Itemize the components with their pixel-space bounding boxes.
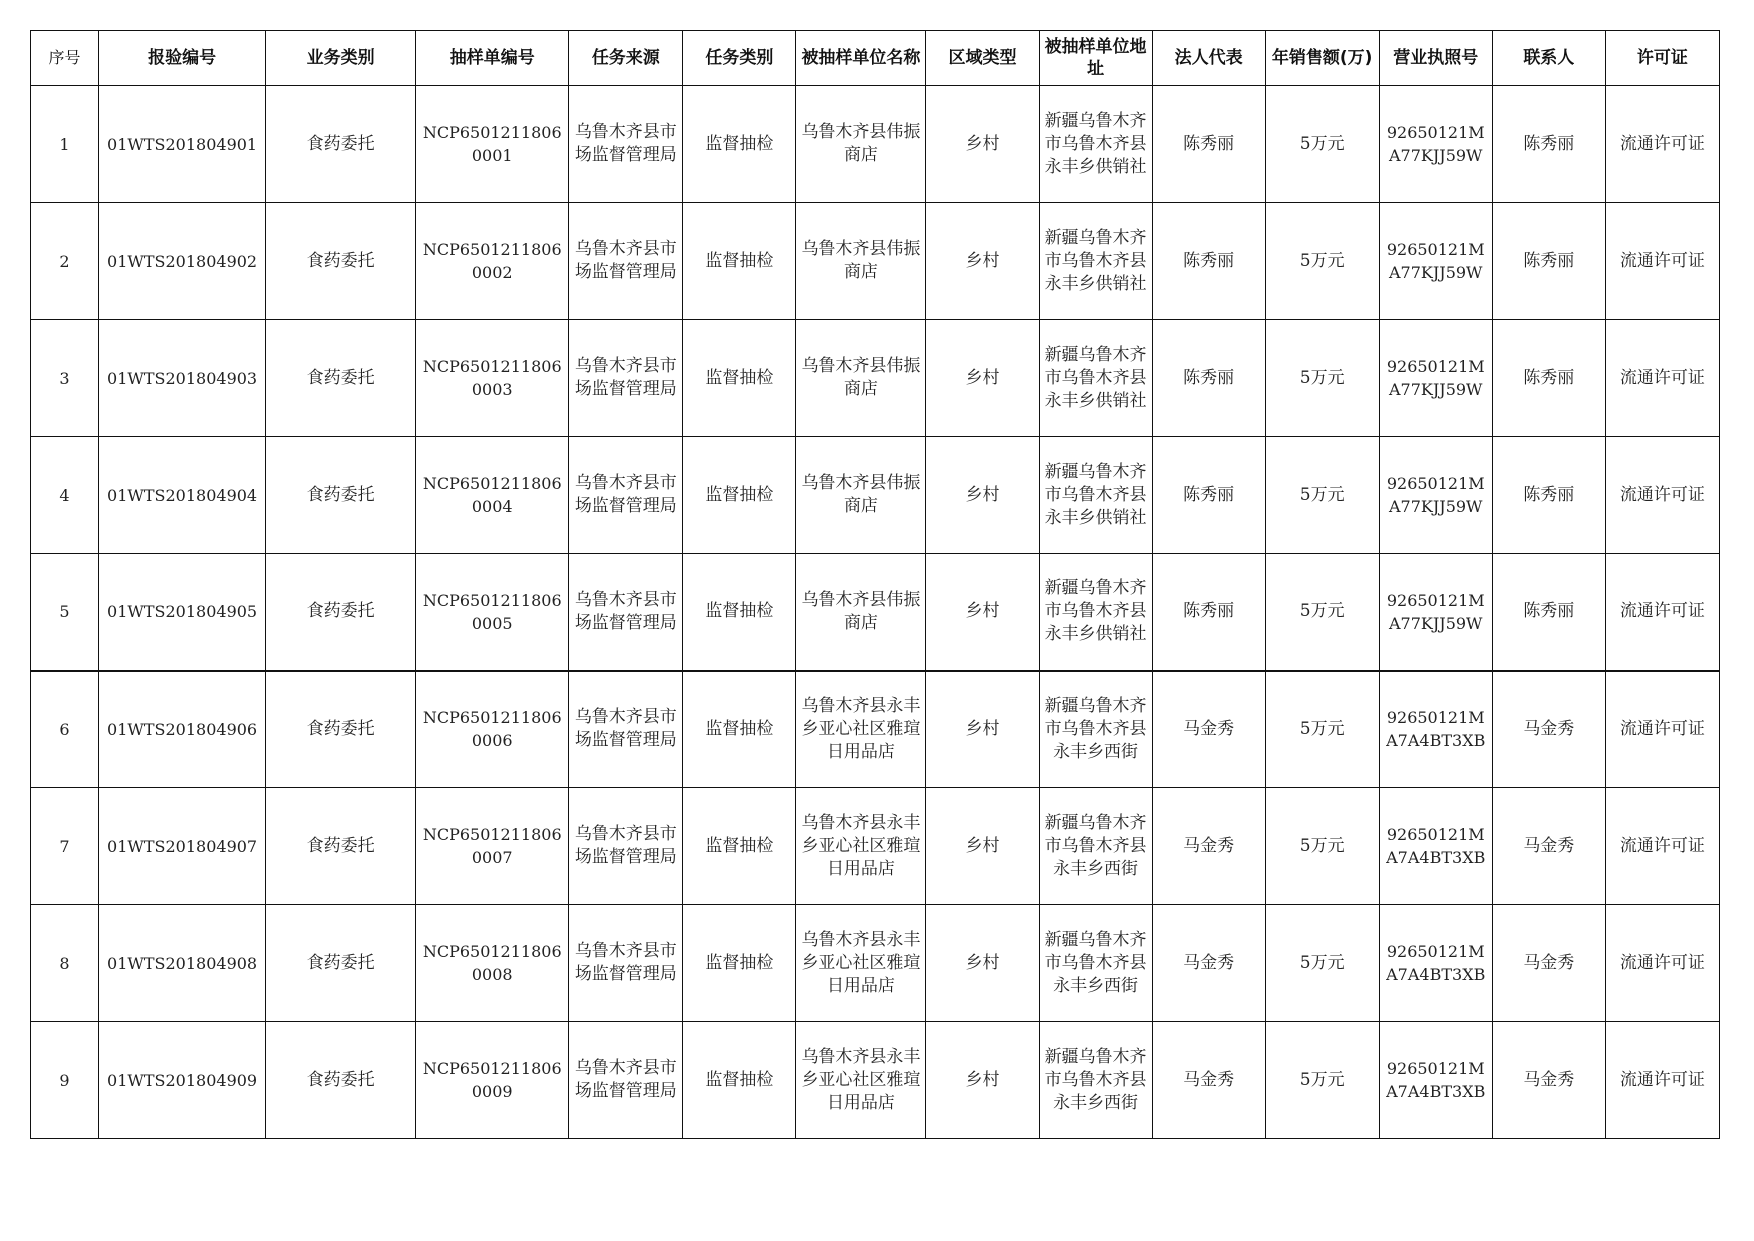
cell-license: 流通许可证 bbox=[1605, 905, 1719, 1022]
header-inspection-no: 报验编号 bbox=[99, 31, 266, 86]
cell-task-type: 监督抽检 bbox=[683, 1022, 796, 1139]
cell-business-type: 食药委托 bbox=[266, 86, 416, 203]
cell-annual-sales: 5万元 bbox=[1265, 86, 1379, 203]
cell-sampled-unit-name: 乌鲁木齐县永丰乡亚心社区雅瑄日用品店 bbox=[796, 788, 926, 905]
cell-task-source: 乌鲁木齐县市场监督管理局 bbox=[569, 1022, 683, 1139]
cell-inspection-no: 01WTS201804903 bbox=[99, 320, 266, 437]
cell-business-type: 食药委托 bbox=[266, 788, 416, 905]
cell-legal-representative: 马金秀 bbox=[1152, 1022, 1265, 1139]
cell-annual-sales: 5万元 bbox=[1265, 554, 1379, 671]
cell-seq: 6 bbox=[31, 671, 99, 788]
cell-area-type: 乡村 bbox=[926, 86, 1039, 203]
table-header-row bbox=[31, 31, 1720, 86]
cell-area-type: 乡村 bbox=[926, 788, 1039, 905]
cell-task-type: 监督抽检 bbox=[683, 671, 796, 788]
table-row bbox=[31, 671, 1720, 788]
header-business-type: 业务类别 bbox=[266, 31, 416, 86]
header-task-source: 任务来源 bbox=[569, 31, 683, 86]
cell-contact-person: 马金秀 bbox=[1492, 788, 1605, 905]
cell-area-type: 乡村 bbox=[926, 671, 1039, 788]
cell-business-type: 食药委托 bbox=[266, 905, 416, 1022]
cell-seq: 7 bbox=[31, 788, 99, 905]
cell-contact-person: 陈秀丽 bbox=[1492, 320, 1605, 437]
table-row bbox=[31, 203, 1720, 320]
cell-business-license-no: 92650121MA7A4BT3XB bbox=[1379, 905, 1492, 1022]
cell-legal-representative: 马金秀 bbox=[1152, 788, 1265, 905]
table-row bbox=[31, 86, 1720, 203]
table-row bbox=[31, 1022, 1720, 1139]
cell-sampled-unit-address: 新疆乌鲁木齐市乌鲁木齐县永丰乡供销社 bbox=[1039, 554, 1152, 671]
cell-task-type: 监督抽检 bbox=[683, 320, 796, 437]
cell-legal-representative: 陈秀丽 bbox=[1152, 554, 1265, 671]
cell-business-type: 食药委托 bbox=[266, 671, 416, 788]
cell-legal-representative: 陈秀丽 bbox=[1152, 86, 1265, 203]
header-task-type: 任务类别 bbox=[683, 31, 796, 86]
cell-sampled-unit-address: 新疆乌鲁木齐市乌鲁木齐县永丰乡西街 bbox=[1039, 1022, 1152, 1139]
header-seq: 序号 bbox=[31, 31, 99, 86]
cell-annual-sales: 5万元 bbox=[1265, 320, 1379, 437]
cell-task-type: 监督抽检 bbox=[683, 437, 796, 554]
header-sampling-form-no: 抽样单编号 bbox=[416, 31, 569, 86]
cell-business-license-no: 92650121MA77KJJ59W bbox=[1379, 437, 1492, 554]
cell-task-type: 监督抽检 bbox=[683, 203, 796, 320]
cell-annual-sales: 5万元 bbox=[1265, 905, 1379, 1022]
table-body bbox=[31, 86, 1720, 1139]
cell-business-license-no: 92650121MA77KJJ59W bbox=[1379, 554, 1492, 671]
cell-sampling-form-no: NCP65012118060006 bbox=[416, 671, 569, 788]
cell-inspection-no: 01WTS201804904 bbox=[99, 437, 266, 554]
cell-sampled-unit-address: 新疆乌鲁木齐市乌鲁木齐县永丰乡供销社 bbox=[1039, 320, 1152, 437]
cell-sampled-unit-address: 新疆乌鲁木齐市乌鲁木齐县永丰乡西街 bbox=[1039, 905, 1152, 1022]
cell-seq: 2 bbox=[31, 203, 99, 320]
cell-task-source: 乌鲁木齐县市场监督管理局 bbox=[569, 554, 683, 671]
cell-inspection-no: 01WTS201804909 bbox=[99, 1022, 266, 1139]
table-row bbox=[31, 788, 1720, 905]
cell-contact-person: 陈秀丽 bbox=[1492, 437, 1605, 554]
cell-area-type: 乡村 bbox=[926, 554, 1039, 671]
cell-contact-person: 陈秀丽 bbox=[1492, 554, 1605, 671]
sampling-record-table bbox=[30, 30, 1720, 1139]
cell-contact-person: 马金秀 bbox=[1492, 671, 1605, 788]
cell-annual-sales: 5万元 bbox=[1265, 437, 1379, 554]
cell-seq: 9 bbox=[31, 1022, 99, 1139]
cell-sampled-unit-address: 新疆乌鲁木齐市乌鲁木齐县永丰乡西街 bbox=[1039, 671, 1152, 788]
cell-seq: 8 bbox=[31, 905, 99, 1022]
cell-license: 流通许可证 bbox=[1605, 671, 1719, 788]
cell-license: 流通许可证 bbox=[1605, 203, 1719, 320]
cell-sampling-form-no: NCP65012118060009 bbox=[416, 1022, 569, 1139]
cell-inspection-no: 01WTS201804907 bbox=[99, 788, 266, 905]
cell-sampled-unit-address: 新疆乌鲁木齐市乌鲁木齐县永丰乡供销社 bbox=[1039, 86, 1152, 203]
cell-area-type: 乡村 bbox=[926, 320, 1039, 437]
cell-inspection-no: 01WTS201804908 bbox=[99, 905, 266, 1022]
cell-license: 流通许可证 bbox=[1605, 788, 1719, 905]
cell-business-license-no: 92650121MA7A4BT3XB bbox=[1379, 1022, 1492, 1139]
cell-sampling-form-no: NCP65012118060007 bbox=[416, 788, 569, 905]
cell-sampling-form-no: NCP65012118060005 bbox=[416, 554, 569, 671]
cell-license: 流通许可证 bbox=[1605, 1022, 1719, 1139]
cell-inspection-no: 01WTS201804902 bbox=[99, 203, 266, 320]
header-business-license-no: 营业执照号 bbox=[1379, 31, 1492, 86]
cell-seq: 1 bbox=[31, 86, 99, 203]
table-row bbox=[31, 320, 1720, 437]
cell-task-source: 乌鲁木齐县市场监督管理局 bbox=[569, 86, 683, 203]
cell-legal-representative: 马金秀 bbox=[1152, 671, 1265, 788]
cell-task-source: 乌鲁木齐县市场监督管理局 bbox=[569, 437, 683, 554]
cell-license: 流通许可证 bbox=[1605, 554, 1719, 671]
cell-sampled-unit-name: 乌鲁木齐县永丰乡亚心社区雅瑄日用品店 bbox=[796, 905, 926, 1022]
cell-license: 流通许可证 bbox=[1605, 86, 1719, 203]
cell-business-license-no: 92650121MA77KJJ59W bbox=[1379, 86, 1492, 203]
cell-sampling-form-no: NCP65012118060008 bbox=[416, 905, 569, 1022]
cell-task-type: 监督抽检 bbox=[683, 788, 796, 905]
cell-business-type: 食药委托 bbox=[266, 1022, 416, 1139]
cell-annual-sales: 5万元 bbox=[1265, 671, 1379, 788]
cell-sampled-unit-address: 新疆乌鲁木齐市乌鲁木齐县永丰乡西街 bbox=[1039, 788, 1152, 905]
cell-sampled-unit-name: 乌鲁木齐县伟振商店 bbox=[796, 320, 926, 437]
cell-business-license-no: 92650121MA77KJJ59W bbox=[1379, 203, 1492, 320]
cell-contact-person: 陈秀丽 bbox=[1492, 203, 1605, 320]
cell-area-type: 乡村 bbox=[926, 905, 1039, 1022]
cell-business-license-no: 92650121MA7A4BT3XB bbox=[1379, 788, 1492, 905]
cell-contact-person: 马金秀 bbox=[1492, 905, 1605, 1022]
cell-license: 流通许可证 bbox=[1605, 437, 1719, 554]
cell-business-type: 食药委托 bbox=[266, 554, 416, 671]
sampling-record-sheet bbox=[30, 30, 1720, 1139]
cell-business-license-no: 92650121MA7A4BT3XB bbox=[1379, 671, 1492, 788]
cell-business-type: 食药委托 bbox=[266, 320, 416, 437]
cell-sampling-form-no: NCP65012118060004 bbox=[416, 437, 569, 554]
cell-legal-representative: 马金秀 bbox=[1152, 905, 1265, 1022]
table-row bbox=[31, 437, 1720, 554]
cell-area-type: 乡村 bbox=[926, 203, 1039, 320]
header-annual-sales: 年销售额(万) bbox=[1265, 31, 1379, 86]
cell-task-source: 乌鲁木齐县市场监督管理局 bbox=[569, 905, 683, 1022]
table-row bbox=[31, 554, 1720, 671]
table-row bbox=[31, 905, 1720, 1022]
cell-sampled-unit-name: 乌鲁木齐县伟振商店 bbox=[796, 437, 926, 554]
cell-legal-representative: 陈秀丽 bbox=[1152, 437, 1265, 554]
cell-sampling-form-no: NCP65012118060002 bbox=[416, 203, 569, 320]
cell-annual-sales: 5万元 bbox=[1265, 1022, 1379, 1139]
cell-business-type: 食药委托 bbox=[266, 437, 416, 554]
cell-annual-sales: 5万元 bbox=[1265, 203, 1379, 320]
cell-sampled-unit-name: 乌鲁木齐县伟振商店 bbox=[796, 554, 926, 671]
cell-area-type: 乡村 bbox=[926, 437, 1039, 554]
cell-task-source: 乌鲁木齐县市场监督管理局 bbox=[569, 203, 683, 320]
header-area-type: 区域类型 bbox=[926, 31, 1039, 86]
cell-seq: 4 bbox=[31, 437, 99, 554]
cell-contact-person: 马金秀 bbox=[1492, 1022, 1605, 1139]
cell-legal-representative: 陈秀丽 bbox=[1152, 203, 1265, 320]
cell-sampling-form-no: NCP65012118060001 bbox=[416, 86, 569, 203]
cell-task-type: 监督抽检 bbox=[683, 554, 796, 671]
cell-sampled-unit-name: 乌鲁木齐县永丰乡亚心社区雅瑄日用品店 bbox=[796, 1022, 926, 1139]
cell-task-type: 监督抽检 bbox=[683, 86, 796, 203]
cell-annual-sales: 5万元 bbox=[1265, 788, 1379, 905]
cell-legal-representative: 陈秀丽 bbox=[1152, 320, 1265, 437]
cell-sampled-unit-address: 新疆乌鲁木齐市乌鲁木齐县永丰乡供销社 bbox=[1039, 203, 1152, 320]
header-license: 许可证 bbox=[1605, 31, 1719, 86]
cell-seq: 5 bbox=[31, 554, 99, 671]
header-sampled-unit-name: 被抽样单位名称 bbox=[796, 31, 926, 86]
cell-sampled-unit-address: 新疆乌鲁木齐市乌鲁木齐县永丰乡供销社 bbox=[1039, 437, 1152, 554]
cell-sampled-unit-name: 乌鲁木齐县伟振商店 bbox=[796, 203, 926, 320]
cell-license: 流通许可证 bbox=[1605, 320, 1719, 437]
cell-task-type: 监督抽检 bbox=[683, 905, 796, 1022]
cell-contact-person: 陈秀丽 bbox=[1492, 86, 1605, 203]
header-sampled-unit-address: 被抽样单位地址 bbox=[1039, 31, 1152, 86]
cell-business-type: 食药委托 bbox=[266, 203, 416, 320]
cell-task-source: 乌鲁木齐县市场监督管理局 bbox=[569, 320, 683, 437]
cell-inspection-no: 01WTS201804901 bbox=[99, 86, 266, 203]
cell-business-license-no: 92650121MA77KJJ59W bbox=[1379, 320, 1492, 437]
cell-seq: 3 bbox=[31, 320, 99, 437]
cell-sampled-unit-name: 乌鲁木齐县伟振商店 bbox=[796, 86, 926, 203]
header-legal-representative: 法人代表 bbox=[1152, 31, 1265, 86]
cell-area-type: 乡村 bbox=[926, 1022, 1039, 1139]
cell-inspection-no: 01WTS201804905 bbox=[99, 554, 266, 671]
cell-sampling-form-no: NCP65012118060003 bbox=[416, 320, 569, 437]
header-contact-person: 联系人 bbox=[1492, 31, 1605, 86]
cell-sampled-unit-name: 乌鲁木齐县永丰乡亚心社区雅瑄日用品店 bbox=[796, 671, 926, 788]
cell-task-source: 乌鲁木齐县市场监督管理局 bbox=[569, 788, 683, 905]
cell-inspection-no: 01WTS201804906 bbox=[99, 671, 266, 788]
cell-task-source: 乌鲁木齐县市场监督管理局 bbox=[569, 671, 683, 788]
